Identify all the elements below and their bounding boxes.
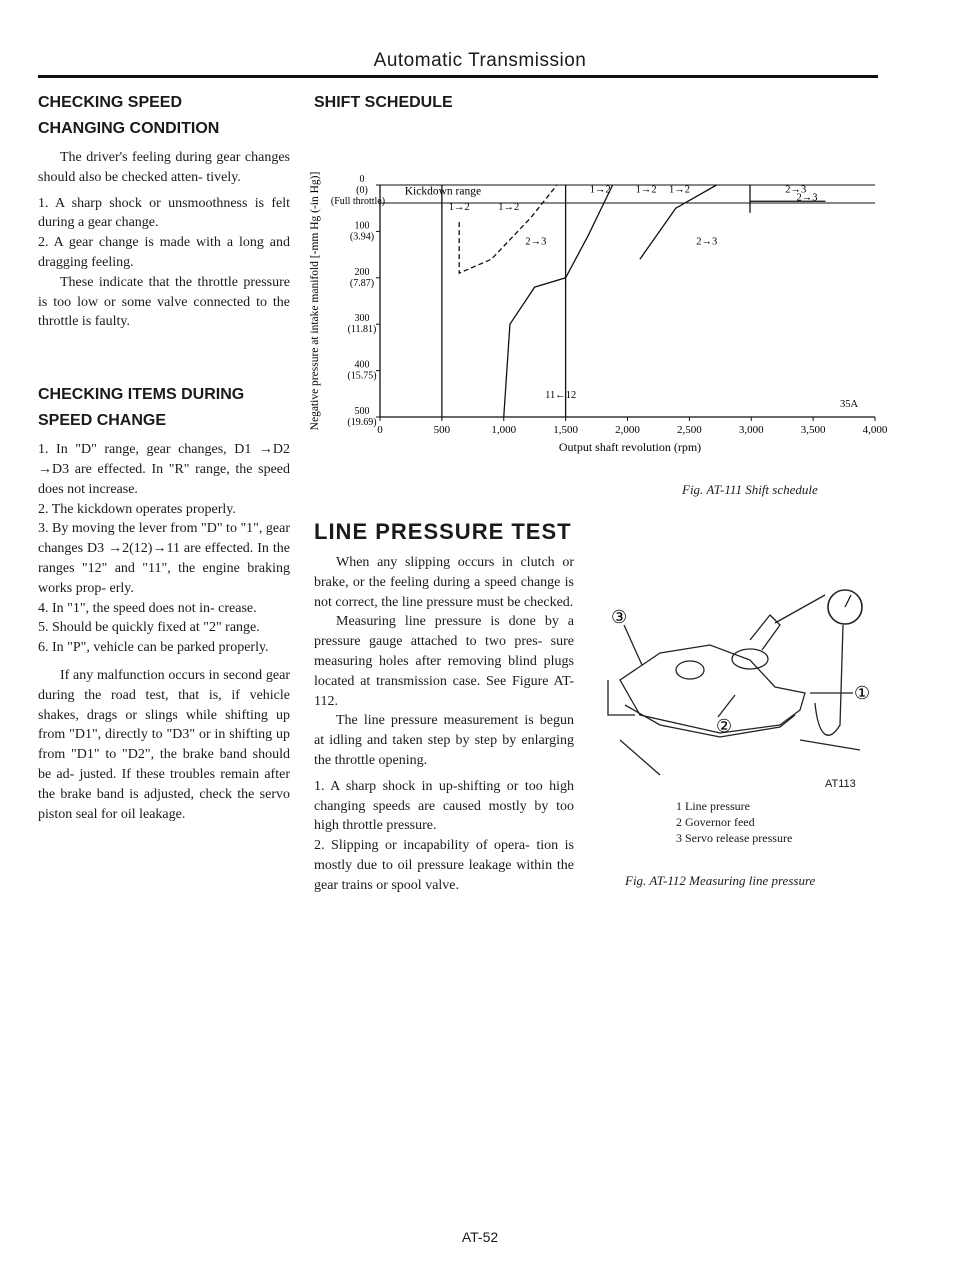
shift-schedule-chart — [300, 165, 900, 455]
callout-3: ③ — [611, 607, 628, 627]
leader-top — [775, 595, 825, 623]
frame-line-bottom — [620, 740, 660, 775]
y-tick-label: 400 — [354, 359, 370, 371]
callout-1: ① — [854, 683, 871, 703]
x-tick-label: 0 — [377, 424, 383, 436]
shift-line-5 — [640, 185, 717, 259]
x-tick-label: 1,500 — [553, 424, 578, 436]
x-tick-label: 500 — [433, 424, 451, 436]
left-column — [38, 90, 290, 824]
valve-lever — [750, 615, 780, 650]
line-pressure-title: LINE PRESSURE TEST — [314, 519, 572, 544]
y-tick-label-inch: (7.87) — [349, 277, 375, 289]
page-number: AT-52 — [461, 1229, 499, 1245]
annotation-label: 2→3 — [785, 184, 807, 196]
frame-line-bottom-right — [800, 740, 860, 750]
y-tick-label: 500 — [354, 406, 370, 417]
oil-pan — [625, 705, 795, 737]
annotation-label: 1→2 — [498, 201, 520, 213]
section1-title: CHECKING SPEED CHANGING CONDITION — [38, 94, 220, 137]
gauge-hose — [815, 625, 843, 735]
leader-2 — [718, 695, 735, 717]
x-tick-label: 3,500 — [800, 424, 826, 436]
shift-schedule-title: SHIFT SCHEDULE — [314, 94, 453, 111]
y-tick-labels — [331, 174, 385, 428]
series-lines — [442, 185, 826, 417]
shift-line-3 — [459, 185, 557, 273]
x-tick-label: 4,000 — [862, 424, 888, 436]
annotation-label: 35A — [839, 399, 859, 411]
fig112-legend: 1 Line pressure 2 Governor feed 3 Servo release pressure — [676, 799, 793, 845]
plot-frame — [380, 185, 875, 417]
fig111-caption: Fig. AT-111 Shift schedule — [682, 482, 818, 497]
bracket-line — [608, 680, 635, 715]
x-tick-label: 3,000 — [738, 424, 764, 436]
transmission-case-body — [620, 645, 805, 733]
annotation-label: 1→2 — [635, 184, 657, 196]
annotation-label: 2→3 — [796, 192, 818, 204]
annotation-label: 1→2 — [589, 184, 611, 196]
y-tick-label-note: (Full throttle) — [330, 196, 386, 207]
x-tick-label: 2,500 — [677, 424, 702, 436]
y-tick-label: 100 — [354, 220, 370, 232]
y-tick-label-inch: (0) — [356, 185, 368, 196]
y-tick-label-inch: (15.75) — [347, 370, 377, 382]
case-boss-1 — [732, 649, 768, 669]
section2-title: CHECKING ITEMS DURING SPEED CHANGE — [38, 386, 245, 430]
annotation-label: 1→2 — [448, 201, 470, 213]
annotation-label: 1→2 — [668, 184, 690, 196]
case-boss-2 — [676, 661, 704, 679]
pressure-gauge-dial — [828, 590, 862, 624]
leader-3 — [624, 625, 642, 665]
section2-body: 1. In "D" range, gear changes, D1 →D2 →D3 are effected. In "R" range, the speed does not increase. 2. The kickdown operates properly. 3. By moving the lever from "D" to "1", gear changes D3 →2(12)→11 are effected. In the ranges "12" and "11", the engine braking works prop- erly. 4. In "1", the speed does not in- crease. 5. Should be quickly fixed at "2" range. 6. In "P", vehicle can be parked properly. If any malfunction occurs in second gear during the road test, that is, if vehicle shakes, drags or slings while shifting up from "D1", directly to "D3" or in shifting up from "D1" to "D2", the brake band should be ad- justed. If these troubles remain after the brake band is adjusted, check the servo piston seal for oil leakage. — [38, 442, 290, 822]
line-pressure-body: When any slipping occurs in clutch or brake, or the feeling during a speed change is not correct, the line pressure must be checked. Measuring line pressure is done by a pressure gauge attached to two pres- sure measuring holes after removing blind plugs located at transmission case. See Figure AT-112. The line pressure measurement is begun at idling and taken step by step by enlarging the throttle opening. 1. A sharp shock in up-shifting or too high changing speeds are caused mostly by too high throttle pressure. 2. Slipping or incapability of opera- tion is mostly due to oil pressure leakage within the gear trains or spool valve. — [314, 555, 574, 893]
gauge-needle — [845, 595, 851, 607]
callout-2: ② — [716, 716, 733, 736]
y-tick-label: 0 — [359, 174, 365, 185]
annotation-label: 2→3 — [525, 236, 547, 248]
section1-body: The driver's feeling during gear changes should also be checked atten- tively. 1. A sharp shock or unsmoothness is felt during a gear change. 2. A gear change is made with a long and dragging feeling. These indicate that the throttle pressure is too low or some valve connected to the throttle is faulty. — [38, 150, 290, 330]
y-tick-label-inch: (19.69) — [347, 417, 377, 428]
page-header-title: Automatic Transmission — [373, 50, 587, 71]
header-rule — [38, 75, 878, 78]
x-tick-label: 2,000 — [615, 424, 640, 436]
annotation-label: Kickdown range — [404, 185, 482, 198]
x-tick-labels — [377, 417, 888, 436]
x-tick-label: 1,000 — [491, 424, 517, 436]
y-tick-label-inch: (3.94) — [349, 231, 375, 243]
fig112-code: AT113 — [825, 778, 856, 790]
annotation-label: 2→3 — [696, 236, 718, 248]
fig112-caption: Fig. AT-112 Measuring line pressure — [625, 873, 816, 888]
y-axis-label: Negative pressure at intake manifold [-mm Hg (-in Hg)] — [309, 171, 321, 431]
y-tick-label: 200 — [354, 266, 370, 278]
x-axis-label: Output shaft revolution (rpm) — [558, 440, 702, 454]
y-tick-label: 300 — [354, 313, 370, 325]
y-tick-label-inch: (11.81) — [347, 324, 377, 336]
pressure-gauge-illustration — [600, 575, 890, 790]
chart-annotations — [405, 185, 859, 410]
annotation-label: 11←12 — [545, 389, 577, 401]
shift-line-2 — [504, 185, 613, 417]
